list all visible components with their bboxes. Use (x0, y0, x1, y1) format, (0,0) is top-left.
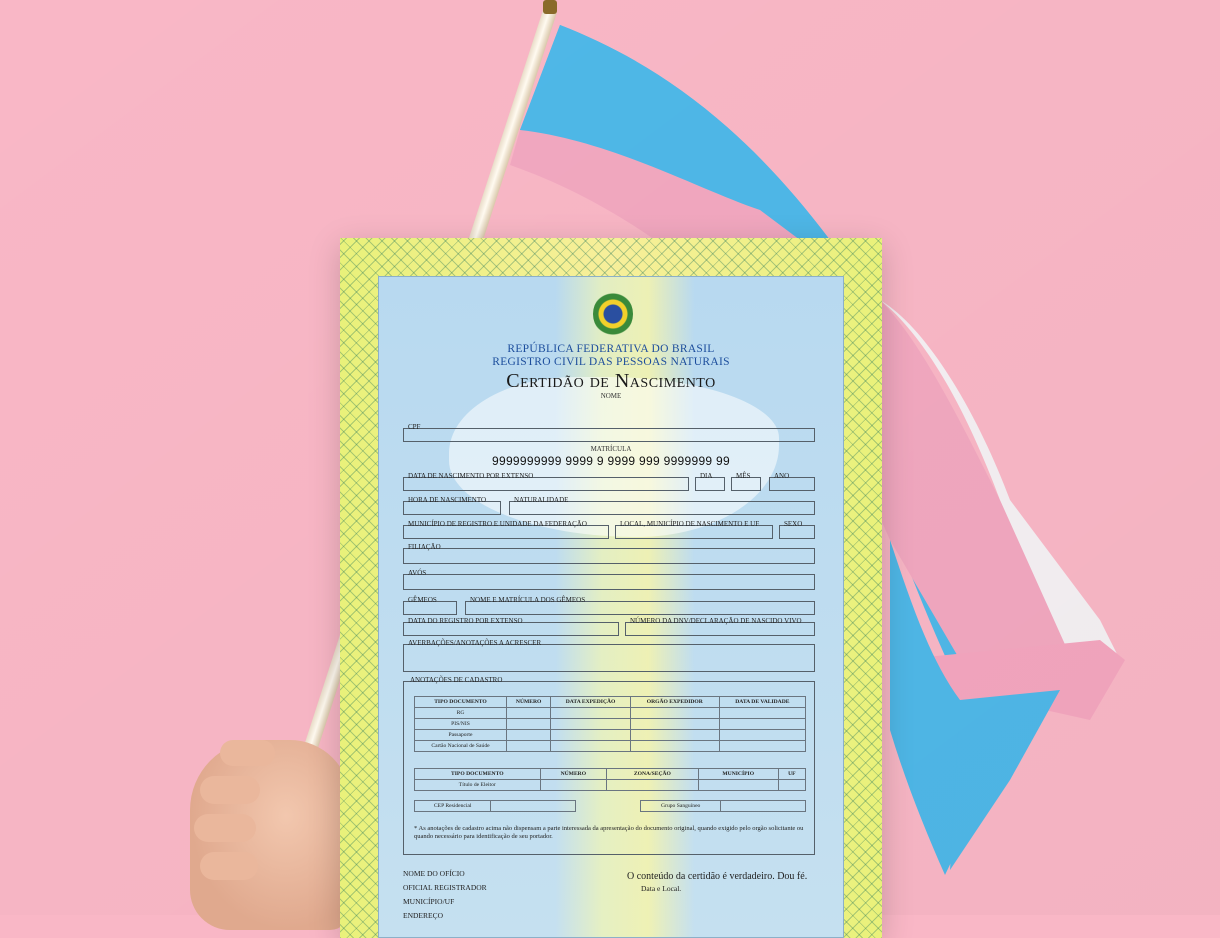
birth-certificate (340, 238, 882, 938)
table-header: ORGÃO EXPEDIDOR (630, 697, 719, 708)
table-row: Passaporte (415, 730, 806, 741)
twins-name-field: NOME E MATRÍCULA DOS GÊMEOS (465, 602, 815, 615)
table-header: UF (778, 769, 805, 780)
oficial-label: OFICIAL REGISTRADOR (403, 883, 487, 892)
table-header: NÚMERO (540, 769, 607, 780)
table-header: TIPO DOCUMENTO (415, 697, 507, 708)
truth-statement: O conteúdo da certidão é verdadeiro. Dou fé. (627, 871, 808, 882)
registry-municipality-field: MUNICÍPIO DE REGISTRO E UNIDADE DA FEDERAÇÃO (403, 526, 609, 539)
year-field: ANO (769, 478, 815, 491)
flag-pole-tip (543, 0, 557, 14)
birth-date-field: DATA DE NASCIMENTO POR EXTENSO (403, 478, 689, 491)
nome-label: NOME (600, 392, 622, 400)
birth-time-field: HORA DE NASCIMENTO (403, 502, 501, 515)
filiacao-field: FILIAÇÃO (403, 549, 815, 564)
birth-place-field: LOCAL, MUNICÍPIO DE NASCIMENTO E UF (615, 526, 773, 539)
naturalidade-field: NATURALIDADE (509, 502, 815, 515)
table-row: RG (415, 708, 806, 719)
table-header: DATA DE VALIDADE (719, 697, 805, 708)
cpf-field: CPF (403, 429, 815, 442)
finger (220, 740, 275, 766)
documents-table (414, 696, 806, 752)
table-row: Título de Eleitor (415, 780, 806, 791)
table-row: Cartão Nacional de Saúde (415, 741, 806, 752)
republic-heading: REPÚBLICA FEDERATIVA DO BRASIL (507, 343, 715, 355)
cep-label: CEP Residencial (415, 801, 491, 812)
voter-table (414, 768, 806, 791)
blood-type-label: Grupo Sanguíneo (641, 801, 721, 812)
finger (200, 776, 260, 804)
registry-date-field: DATA DO REGISTRO POR EXTENSO (403, 623, 619, 636)
table-header: DATA EXPEDIÇÃO (551, 697, 631, 708)
finger (194, 814, 256, 842)
day-field: DIA (695, 478, 725, 491)
certificate-body (378, 276, 844, 938)
twins-field: GÊMEOS (403, 602, 457, 615)
table-header: TIPO DOCUMENTO (415, 769, 541, 780)
matricula-label: MATRÍCULA (590, 445, 632, 453)
hand (190, 740, 350, 930)
date-place-label: Data e Local. (641, 884, 682, 893)
table-row: PIS/NIS (415, 719, 806, 730)
certificate-title: Certidão de Nascimento (506, 370, 716, 392)
finger (200, 852, 258, 880)
cadastro-box (403, 676, 815, 855)
averbacoes-field: AVERBAÇÕES/ANOTAÇÕES A ACRESCER (403, 645, 815, 672)
oficio-label: NOME DO OFÍCIO (403, 869, 465, 878)
avos-field: AVÓS (403, 575, 815, 590)
cadastro-note: * As anotações de cadastro acima não dispensam a parte interessada da apresentação do documento original, quando exigido pelo orgão solicitante ou quando necessário para identificação de seu portador. (414, 825, 804, 840)
month-field: MÊS (731, 478, 761, 491)
municipio-label: MUNICÍPIO/UF (403, 897, 455, 906)
matricula-value: 9999999999 9999 9 9999 999 9999999 99 (492, 454, 730, 468)
endereco-label: ENDEREÇO (403, 911, 443, 920)
table-header: MUNICÍPIO (698, 769, 778, 780)
table-header: ZONA/SEÇÃO (607, 769, 699, 780)
registry-heading: REGISTRO CIVIL DAS PESSOAS NATURAIS (492, 356, 730, 368)
coat-of-arms-icon (593, 291, 633, 337)
cadastro-label: ANOTAÇÕES DE CADASTRO (410, 676, 503, 684)
cep-table (414, 800, 806, 812)
dnv-field: NÚMERO DA DNV/DECLARAÇÃO DE NASCIDO VIVO (625, 623, 815, 636)
sex-field: SEXO (779, 526, 815, 539)
table-header: NÚMERO (506, 697, 550, 708)
